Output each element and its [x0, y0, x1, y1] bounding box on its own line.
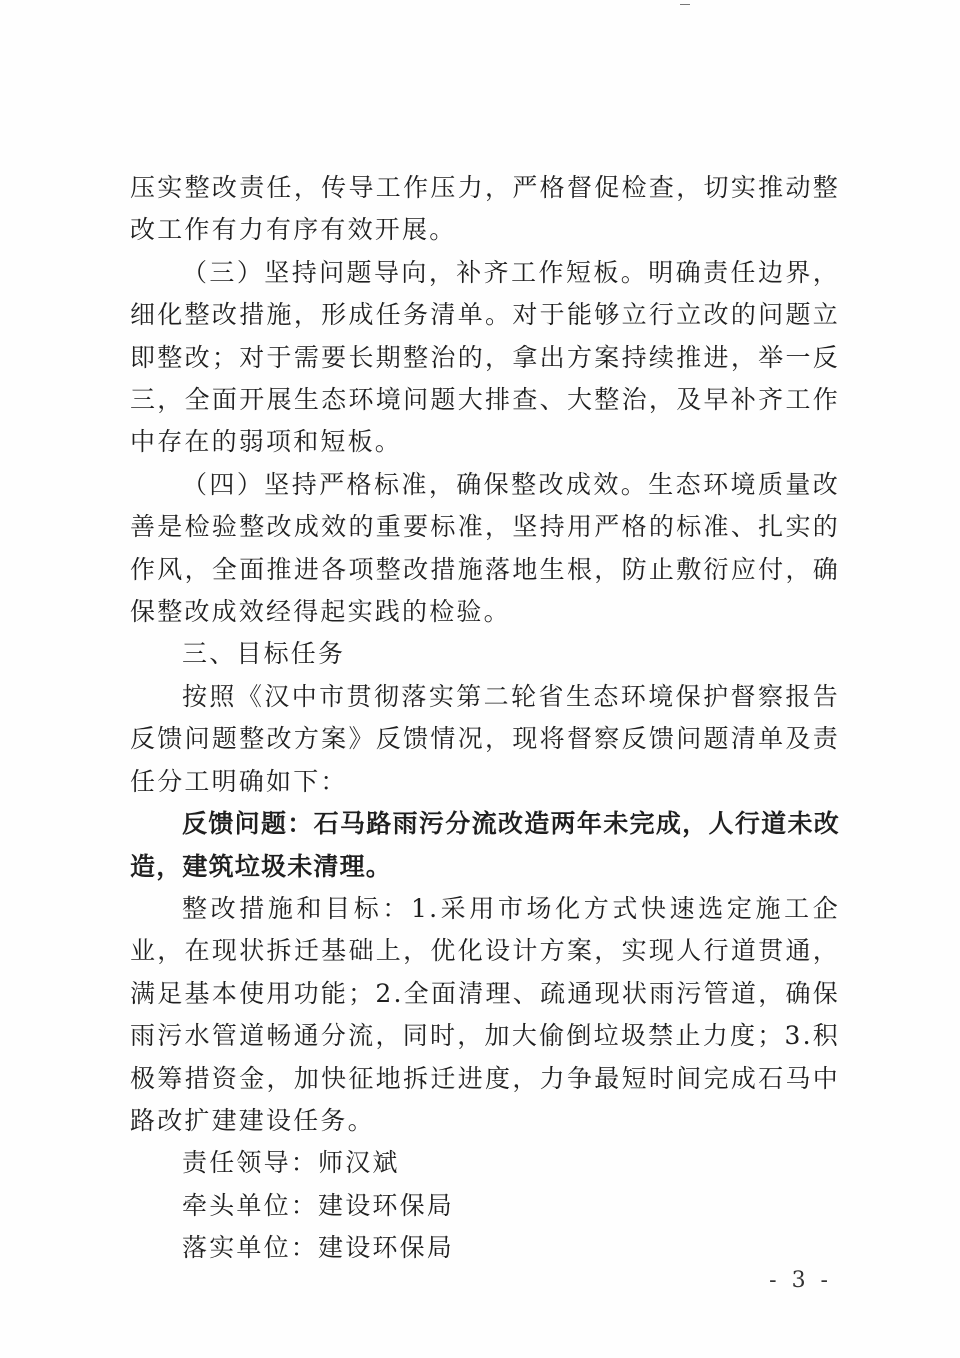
- paragraph-continuation: 压实整改责任，传导工作压力，严格督促检查，切实推动整改工作有力有序有效开展。: [130, 173, 840, 245]
- document-body: [130, 167, 840, 1270]
- paragraph-basis: 按照《汉中市贯彻落实第二轮省生态环境保护督察报告反馈问题整改方案》反馈情况，现将督察反馈问题清单及责任分工明确如下：: [130, 681, 840, 796]
- responsible-leader: 责任领导：师汉斌: [182, 1148, 400, 1178]
- paragraph-item-three: （三）坚持问题导向，补齐工作短板。明确责任边界，细化整改措施，形成任务清单。对于能够立行立改的问题立即整改；对于需要长期整治的，拿出方案持续推进，举一反三，全面开展生态环境问题大排查、大整治，及早补齐工作中存在的弱项和短板。: [130, 257, 840, 457]
- lead-unit: 牵头单位：建设环保局: [182, 1190, 455, 1220]
- implementing-unit: 落实单位：建设环保局: [182, 1233, 455, 1263]
- feedback-issue: 反馈问题：石马路雨污分流改造两年未完成，人行道未改造，建筑垃圾未清理。: [130, 809, 840, 881]
- rectification-measures: 整改措施和目标：1.采用市场化方式快速选定施工企业，在现状拆迁基础上，优化设计方案，实现人行道贯通，满足基本使用功能；2.全面清理、疏通现状雨污管道，确保雨污水管道畅通分流，同时，加大偷倒垃圾禁止力度；3.积极筹措资金，加快征地拆迁进度，力争最短时间完成石马中路改扩建建设任务。: [130, 893, 840, 1135]
- section-heading: 三、目标任务: [182, 639, 346, 669]
- scan-mark: [680, 0, 690, 5]
- page-number: - 3 -: [769, 1268, 832, 1293]
- paragraph-item-four: （四）坚持严格标准，确保整改成效。生态环境质量改善是检验整改成效的重要标准，坚持用严格的标准、扎实的作风，全面推进各项整改措施落地生根，防止敷衍应付，确保整改成效经得起实践的检验。: [130, 469, 840, 627]
